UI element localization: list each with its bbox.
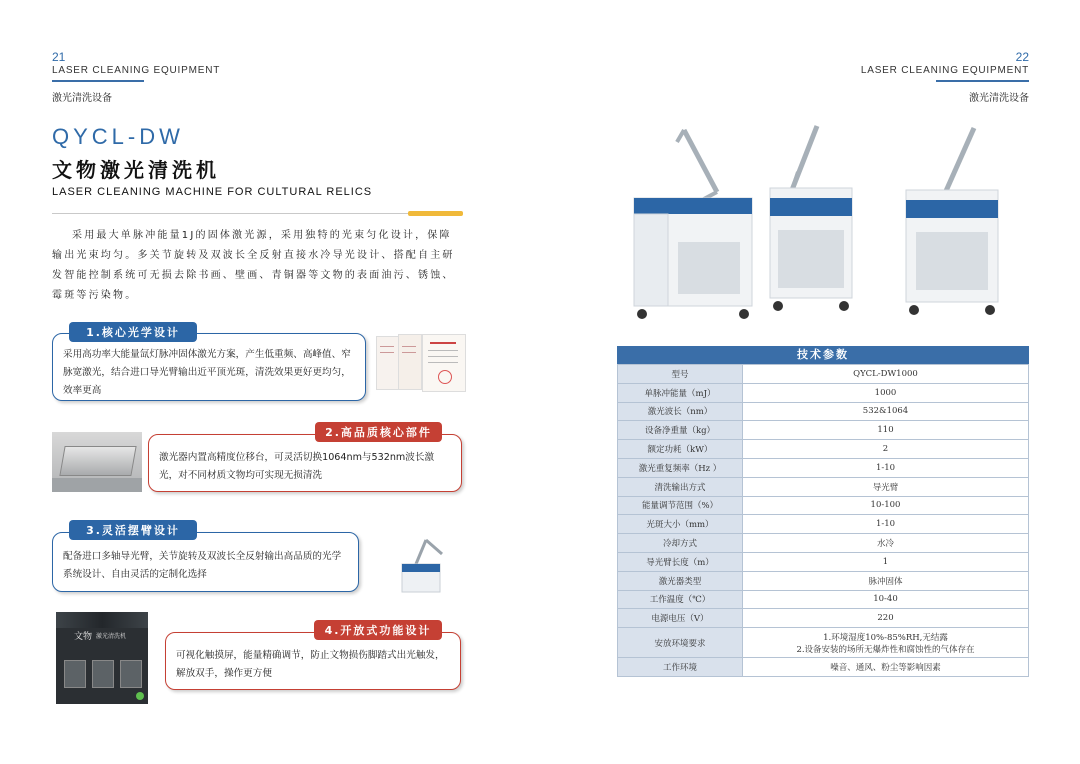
machine-photo-1 xyxy=(634,130,752,319)
spec-key: 工作温度（℃） xyxy=(618,590,743,609)
spec-value: 1 xyxy=(743,552,1029,571)
page-number-right: 22 xyxy=(1015,50,1029,64)
running-subtitle-left: 激光清洗设备 xyxy=(52,93,112,104)
model-name: QYCL-DW xyxy=(52,124,184,149)
feature-tag-3: 3.灵活摆臂设计 xyxy=(69,520,197,540)
spec-row xyxy=(618,571,1029,590)
page-number-left: 21 xyxy=(52,50,66,64)
spec-row xyxy=(618,477,1029,496)
spec-value: 脉冲固体 xyxy=(743,571,1029,590)
panel-logo: 文物 xyxy=(74,632,93,642)
spec-value: 10-100 xyxy=(743,496,1029,515)
spec-row xyxy=(618,440,1029,459)
spec-key: 激光器类型 xyxy=(618,571,743,590)
spec-table xyxy=(617,364,1029,677)
spec-key: 导光臂长度（m） xyxy=(618,552,743,571)
spec-key: 安放环境要求 xyxy=(618,628,743,658)
spec-row xyxy=(618,383,1029,402)
spec-key: 额定功耗（kW） xyxy=(618,440,743,459)
feature-box-2 xyxy=(148,434,462,492)
product-title-cn: 文物激光清洗机 xyxy=(52,158,220,182)
spec-value: 110 xyxy=(743,421,1029,440)
spec-key: 激光波长（nm） xyxy=(618,402,743,421)
spec-value: 1000 xyxy=(743,383,1029,402)
spec-row xyxy=(618,402,1029,421)
feature-text-4: 可视化触摸屏，能量精确调节，防止文物损伤脚踏式出光触发，解放双手，操作更方便 xyxy=(176,650,445,679)
spec-value: 水冷 xyxy=(743,534,1029,553)
header-rule-left xyxy=(52,80,144,82)
touchscreen-panel-image xyxy=(56,612,148,704)
spec-row xyxy=(618,534,1029,553)
intro-paragraph: 采用最大单脉冲能量1J的固体激光源，采用独特的光束匀化设计，保障输出光束均匀。多关节旋转及双波长全反射直接水冷导光设计、搭配自主研发智能控制系统可无损去除书画、壁画、青铜器等文物的表面油污、锈蚀、霉斑等污染物。 xyxy=(52,230,455,301)
feature-text-3: 配备进口多轴导光臂，关节旋转及双波长全反射输出高品质的光学系统设计、自由灵活的定制化选择 xyxy=(63,551,342,580)
spec-value: 220 xyxy=(743,609,1029,628)
spec-table-title: 技术参数 xyxy=(617,346,1029,364)
feature-tag-1: 1.核心光学设计 xyxy=(69,322,197,342)
header-rule-right xyxy=(936,80,1029,82)
spec-row xyxy=(618,609,1029,628)
spec-row xyxy=(618,590,1029,609)
spec-row xyxy=(618,658,1029,677)
certificates-image xyxy=(376,334,466,392)
feature-box-3 xyxy=(52,532,359,592)
feature-tag-4: 4.开放式功能设计 xyxy=(314,620,442,640)
spec-key: 设备净重量（kg） xyxy=(618,421,743,440)
running-title-right: LASER CLEANING EQUIPMENT xyxy=(860,65,1029,76)
spec-value: 2 xyxy=(743,440,1029,459)
feature-box-1 xyxy=(52,333,366,401)
arm-machine-image xyxy=(396,530,452,594)
spec-value: QYCL-DW1000 xyxy=(743,365,1029,384)
running-title-left: LASER CLEANING EQUIPMENT xyxy=(52,65,221,76)
spec-value-line-2: 2.设备安装的场所无爆炸性和腐蚀性的气体存在 xyxy=(796,644,975,655)
spec-value: 1-10 xyxy=(743,458,1029,477)
product-title-en: LASER CLEANING MACHINE FOR CULTURAL RELICS xyxy=(52,186,373,198)
machine-photo-3 xyxy=(906,128,998,315)
spec-value: 1-10 xyxy=(743,515,1029,534)
title-divider xyxy=(52,213,408,214)
accent-bar xyxy=(408,211,463,216)
feature-text-2: 激光器内置高精度位移台，可灵活切换1064nm与532nm波长激光，对不同材质文物均可实现无损清洗 xyxy=(159,452,435,481)
spec-key: 电源电压（V） xyxy=(618,609,743,628)
spec-key: 冷却方式 xyxy=(618,534,743,553)
spec-key: 能量调节范围（%） xyxy=(618,496,743,515)
panel-title: 激光清洗机 xyxy=(96,633,127,640)
spec-value: 10-40 xyxy=(743,590,1029,609)
spec-key: 光斑大小（mm） xyxy=(618,515,743,534)
spec-value xyxy=(743,628,1029,658)
spec-key: 清洗输出方式 xyxy=(618,477,743,496)
spec-value-line-1: 1.环境湿度10%-85%RH,无结露 xyxy=(823,632,948,643)
spec-row xyxy=(618,458,1029,477)
spec-value: 噪音、通风、粉尘等影响因素 xyxy=(743,658,1029,677)
feature-tag-2: 2.高品质核心部件 xyxy=(315,422,442,442)
machine-photo-2 xyxy=(770,126,852,311)
spec-row xyxy=(618,515,1029,534)
spec-value: 导光臂 xyxy=(743,477,1029,496)
displacement-stage-image xyxy=(52,432,142,492)
spec-key: 工作环境 xyxy=(618,658,743,677)
feature-box-4 xyxy=(165,632,461,690)
spec-row xyxy=(618,552,1029,571)
running-subtitle-right: 激光清洗设备 xyxy=(969,93,1029,104)
spec-key: 单脉冲能量（mJ） xyxy=(618,383,743,402)
spec-row xyxy=(618,421,1029,440)
spec-key: 激光重复频率（Hz ） xyxy=(618,458,743,477)
spec-key: 型号 xyxy=(618,365,743,384)
spec-table-container xyxy=(617,346,1029,677)
spec-value: 532&1064 xyxy=(743,402,1029,421)
spec-row xyxy=(618,496,1029,515)
spec-row xyxy=(618,365,1029,384)
product-photos xyxy=(622,120,1032,320)
feature-text-1: 采用高功率大能量氙灯脉冲固体激光方案，产生低重频、高峰值、窄脉宽激光，结合进口导光臂输出近平顶光斑，清洗效果更好更均匀，效率更高 xyxy=(63,349,351,396)
spec-row xyxy=(618,628,1029,658)
